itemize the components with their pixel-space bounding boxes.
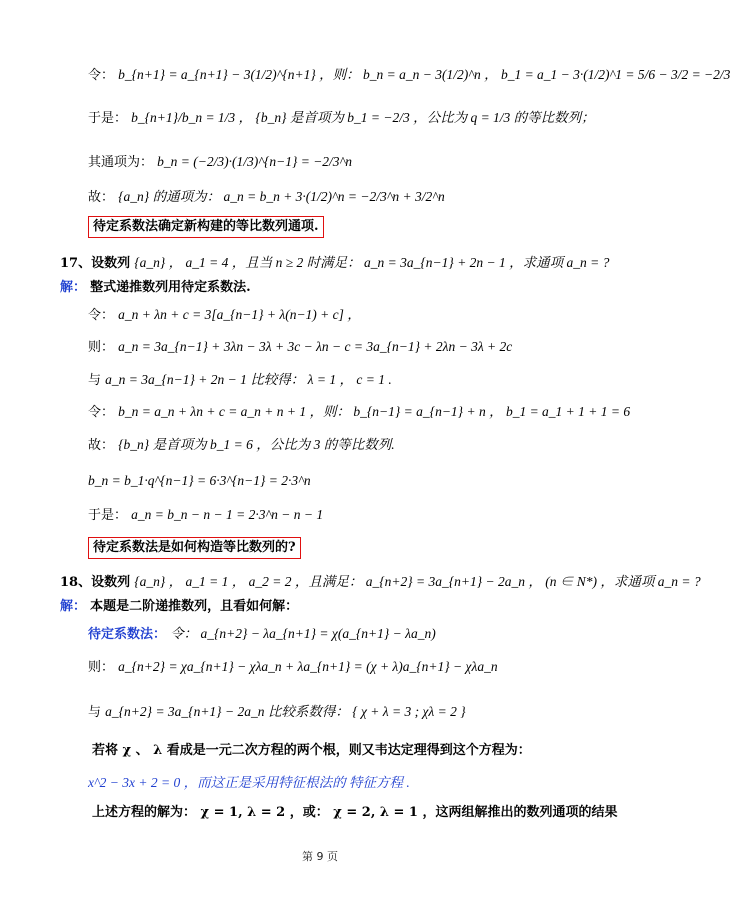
solution-17 xyxy=(60,281,251,294)
label: 令： xyxy=(88,308,115,323)
solution-text: 本题是二阶递推数列，且看如何解： xyxy=(90,599,299,614)
formula: b_{n+1} = a_{n+1} − 3(1/2)^{n+1} ，则： b_n = a_n − 3(1/2)^n ， b_1 = a_1 − 3·(1/2)^1 = 5/6 − 3/2 = −2/3 xyxy=(118,67,730,82)
formula: x^2 − 3x + 2 = 0 ，而这正是采用特征根法的 特征方程 . xyxy=(88,775,410,790)
formula: {a_n} ， a_1 = 4 ，且当 n ≥ 2 时满足： a_n = 3a_{n−1} + 2n − 1 ，求通项 a_n = ? xyxy=(134,255,610,270)
label: 与 xyxy=(88,705,102,720)
highlight-note: 待定系数法确定新构建的等比数列通项. xyxy=(88,216,324,238)
formula: b_{n+1}/b_n = 1/3 ， {b_n} 是首项为 b_1 = −2/3 ，公比为 q = 1/3 的等比数列； xyxy=(131,110,595,125)
label: 令： xyxy=(88,68,115,83)
solution-18 xyxy=(60,600,298,613)
line-10 xyxy=(88,373,392,387)
note-box-1 xyxy=(88,220,324,233)
formula: {a_n} 的通项为： a_n = b_n + 3·(1/2)^n = −2/3^n + 3/2^n xyxy=(118,189,445,204)
problem-18 xyxy=(60,575,701,589)
formula: {a_n} ， a_1 = 1 ， a_2 = 2 ，且满足： a_{n+2} = 3a_{n+1} − 2a_n ， (n ∈ N*) ，求通项 a_n = ? xyxy=(134,574,701,589)
label: 与 xyxy=(88,373,102,388)
label: 故： xyxy=(88,190,115,205)
page-number: 第 9 页 xyxy=(302,850,338,863)
formula: b_n = a_n + λn + c = a_n + n + 1 ，则： b_{n−1} = a_{n−1} + n ， b_1 = a_1 + 1 + 1 = 6 xyxy=(118,404,631,419)
solution-label: 解： xyxy=(60,280,87,295)
formula: a_{n+2} = 3a_{n+1} − 2a_n 比较系数得： { χ + λ = 3 ; χλ = 2 } xyxy=(105,704,466,719)
highlight-note: 待定系数法是如何构造等比数列的? xyxy=(88,537,301,559)
line-12 xyxy=(88,438,395,452)
formula: 上述方程的解为： χ = 1, λ = 2 ，或： χ = 2, λ = 1 ，这两组解推出的数列通项的结果 xyxy=(92,805,618,820)
formula: a_n = 3a_{n−1} + 2n − 1 比较得： λ = 1 ， c = 1 . xyxy=(105,372,392,387)
problem-17 xyxy=(60,256,609,270)
line-3 xyxy=(88,155,352,169)
line-14 xyxy=(88,508,323,522)
label: 于是： xyxy=(88,111,128,126)
line-9 xyxy=(88,340,512,354)
line-1 xyxy=(88,68,730,82)
formula: b_n = (−2/3)·(1/3)^{n−1} = −2/3^n xyxy=(157,154,353,169)
line-4 xyxy=(88,190,445,204)
line-8 xyxy=(88,308,361,322)
line-18 xyxy=(88,627,436,641)
line-20 xyxy=(88,705,466,719)
formula: a_{n+2} = χa_{n+1} − χλa_n + λa_{n+1} = (χ + λ)a_{n+1} − χλa_n xyxy=(118,659,498,674)
label: 则： xyxy=(88,660,115,675)
formula: {b_n} 是首项为 b_1 = 6 ，公比为 3 的等比数列. xyxy=(118,437,395,452)
formula: b_n = b_1·q^{n−1} = 6·3^{n−1} = 2·3^n xyxy=(88,473,311,488)
formula: a_n + λn + c = 3[a_{n−1} + λ(n−1) + c] ， xyxy=(118,307,361,322)
solution-label: 解： xyxy=(60,599,87,614)
label: 令： xyxy=(88,405,115,420)
formula: a_n = b_n − n − 1 = 2·3^n − n − 1 xyxy=(131,507,324,522)
line-11 xyxy=(88,405,630,419)
line-13 xyxy=(88,474,311,488)
label: 于是： xyxy=(88,508,128,523)
note-box-2 xyxy=(88,541,301,554)
line-22 xyxy=(88,776,410,790)
label: 故： xyxy=(88,438,115,453)
line-23 xyxy=(92,806,618,819)
label: 其通项为： xyxy=(88,155,154,170)
solution-text: 整式递推数列用待定系数法. xyxy=(90,280,251,295)
method-label: 待定系数法： xyxy=(88,627,167,642)
label: 17、设数列 xyxy=(60,256,131,271)
line-19 xyxy=(88,660,498,674)
formula: a_n = 3a_{n−1} + 3λn − 3λ + 3c − λn − c = 3a_{n−1} + 2λn − 3λ + 2c xyxy=(118,339,513,354)
label: 18、设数列 xyxy=(60,575,131,590)
formula: 令： a_{n+2} − λa_{n+1} = χ(a_{n+1} − λa_n) xyxy=(170,626,436,641)
line-21 xyxy=(92,744,531,757)
formula: 若将 χ 、 λ 看成是一元二次方程的两个根，则又韦达定理得到这个方程为： xyxy=(92,743,531,758)
line-2 xyxy=(88,111,595,125)
label: 则： xyxy=(88,340,115,355)
